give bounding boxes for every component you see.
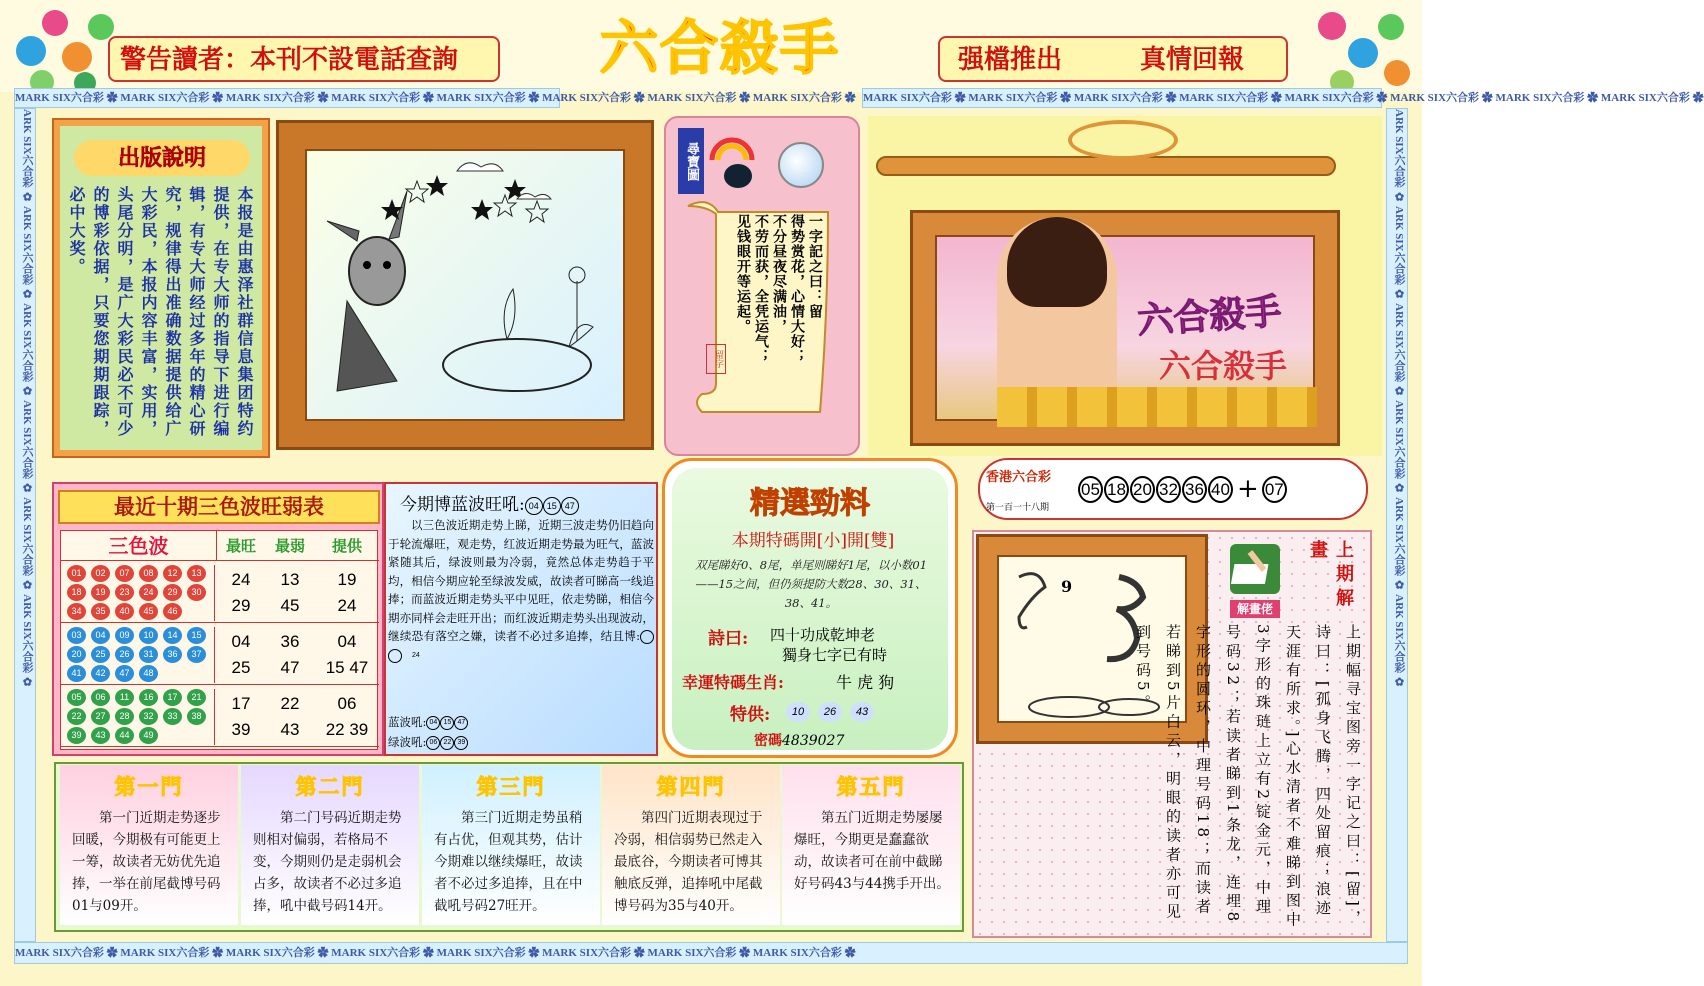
wave-value: 06	[337, 694, 357, 713]
blue-label: 蓝波吼:	[388, 715, 427, 729]
result-numbers	[1078, 476, 1358, 506]
balloon-icon	[1384, 60, 1410, 86]
number-ball: 43	[91, 727, 110, 744]
number-ball: 02	[91, 565, 110, 582]
right-band: ARK SIX六合彩 ✿ ARK SIX六合彩 ✿ ARK SIX六合彩 ✿ ARK SIX六合彩 ✿ ARK SIX六合彩 ✿ ARK SIX六合彩 ✿	[1386, 108, 1408, 942]
header-title: 六合殺手	[599, 14, 840, 82]
balloon-icon	[1378, 14, 1404, 40]
wave-value: 47	[280, 658, 300, 677]
gate-2	[241, 765, 419, 925]
balloon-icon	[88, 14, 114, 40]
number-ball: 14	[163, 627, 182, 644]
wave-min-values	[265, 691, 315, 745]
number-ball: 31	[139, 646, 158, 663]
col-provide: 提供	[315, 531, 379, 561]
balloon-icon	[62, 42, 92, 72]
puzzle-illustration	[307, 151, 627, 423]
gate-title: 第五門	[836, 774, 906, 799]
left-band: ARK SIX六合彩 ✿ ARK SIX六合彩 ✿ ARK SIX六合彩 ✿ ARK SIX六合彩 ✿ ARK SIX六合彩 ✿ ARK SIX六合彩 ✿	[14, 108, 36, 942]
number-ball: 45	[139, 603, 158, 620]
blue-wave-green-row	[388, 734, 648, 752]
explain-title: 上期解畫	[1307, 540, 1354, 612]
zodiac-label: 幸運特碼生肖:	[682, 673, 784, 692]
blue-wave-text: 以三色波近期走势上睇，近期三波走势仍旧趋向于轮流爆旺，观走势，红波近期走势最为旺气，蓝波紧随其后，绿波则最为冷弱，竟然总体走势趋于平均，相信今期应轮至绿波发威，故读者可睇高一线追捧；而蓝波近期走势头平中见旺，依走势睇，相信今期亦同样会走旺开出；而红波近期走势头出现波动，继续恐有落空之嫌，读者不必过多追捧，结且博:	[388, 518, 654, 643]
balloon-icon	[16, 36, 46, 66]
number-ball: 37	[187, 646, 206, 663]
hair	[1007, 217, 1107, 307]
header-slogan-1: 强檔推出	[958, 45, 1063, 75]
gold-ingots	[997, 387, 1317, 427]
code-value: 4839027	[782, 733, 845, 749]
treasure-poem: 一字記之曰：留 得势赏花，心情大好； 不分昼夜尽满油， 不劳而获，全凭运气； 见钱眼开等运起。	[735, 214, 823, 364]
number-ball: 47	[115, 665, 134, 682]
number-ball: 12	[163, 565, 182, 582]
number-ball: 03	[67, 627, 86, 644]
zodiac-values: 牛 虎 狗	[836, 673, 895, 692]
wave-provide-values	[315, 691, 379, 745]
poem-label: 詩曰:	[708, 629, 749, 649]
number-ball: 34	[67, 603, 86, 620]
circled-number: 47	[561, 497, 579, 515]
wave-value: 45	[280, 596, 300, 615]
result-logo: 香港六合彩	[986, 470, 1052, 485]
wave-max-values	[217, 567, 265, 621]
photo-frame	[910, 210, 1340, 446]
wave-value: 25	[231, 658, 251, 677]
number-ball: 09	[115, 627, 134, 644]
number-ball: 48	[139, 665, 158, 682]
wave-balls	[63, 627, 215, 683]
gate-body: 第五门近期走势屡屡爆旺，今期更是蠢蠢欲动，故读者可在前中截睇好号码43与44携手开出。	[794, 810, 950, 892]
publish-title: 出版說明	[74, 140, 250, 176]
number-ball: 36	[163, 646, 182, 663]
special-number: 43	[850, 702, 874, 722]
explain-book-icon	[1230, 544, 1280, 594]
number-ball: 13	[187, 565, 206, 582]
number-ball: 18	[67, 584, 86, 601]
wave-table-title: 最近十期三色波旺弱表	[58, 490, 380, 524]
header-slogan-2: 真情回報	[1140, 45, 1245, 75]
result-plus: +	[1237, 474, 1259, 504]
wave-value: 24	[231, 570, 251, 589]
top-band: MARK SIX六合彩 ✿ MARK SIX六合彩 ✿ MARK SIX六合彩 ✿ MARK SIX六合彩 ✿ MARK SIX六合彩 ✿ MARK SIX六合彩 ✿ MARK SIX六合彩 ✿ MARK SIX六合彩 ✿	[14, 88, 560, 108]
result-special: 07	[1262, 476, 1287, 503]
wave-row-red	[61, 561, 379, 623]
result-number: 32	[1156, 476, 1181, 503]
special-label: 特供:	[730, 705, 771, 725]
result-number: 05	[1078, 476, 1103, 503]
wave-value: 13	[280, 570, 300, 589]
photo-overlay-1: 六合殺手	[1136, 290, 1283, 343]
wave-provide-values	[315, 629, 379, 683]
wave-min-values	[265, 629, 315, 683]
number-ball: 04	[91, 627, 110, 644]
circled-number: 04	[525, 497, 543, 515]
picture-frame	[276, 120, 654, 450]
gate-title: 第一門	[114, 774, 184, 799]
crystal-ball-icon	[778, 142, 824, 188]
photo	[935, 235, 1315, 421]
wave-balls	[63, 689, 215, 745]
number-ball: 22	[67, 708, 86, 725]
number-ball: 32	[139, 708, 158, 725]
number-ball: 33	[163, 708, 182, 725]
circled-number: 15	[440, 716, 454, 730]
result-issue: 第一百一十八期	[986, 503, 1050, 513]
wave-row-green	[61, 685, 379, 747]
circled-number	[640, 630, 654, 644]
select-title: 精選勁料	[750, 486, 870, 521]
col-max: 最旺	[217, 531, 265, 561]
number-ball: 20	[67, 646, 86, 663]
number-ball: 10	[139, 627, 158, 644]
number-ball: 07	[115, 565, 134, 582]
wave-value: 15 47	[325, 658, 369, 677]
number-ball: 16	[139, 689, 158, 706]
wave-value: 43	[280, 720, 300, 739]
blue-wave-body	[388, 516, 654, 706]
gate-body: 第三门近期走势虽稍有占优，但观其势，估计今期难以继续爆旺，故读者不必过多追捧，且在中截吼号码27旺开。	[434, 810, 583, 914]
number-ball: 40	[115, 603, 134, 620]
number-ball: 44	[115, 727, 134, 744]
col-wave: 三色波	[61, 531, 217, 561]
number-ball: 30	[187, 584, 206, 601]
gate-body: 第一门近期走势逐步回暖，今期极有可能更上一筹，故读者无妨优先追捧，一举在前尾截博号码01与09开。	[72, 810, 221, 914]
circled-number: 06	[426, 736, 440, 750]
publish-body: 本报是由惠泽社群信息集团特约提供，在专大师的指导下进行编辑，有专大师经过多年的精心研究，规律得出准确数据提供给广大彩民，本报内容丰富，实用，头尾分明，是广大彩民必不可少的博彩依据，只要您期期跟踪，必中大奖。	[67, 186, 254, 438]
wave-value: 04	[231, 632, 251, 651]
col-min: 最弱	[265, 531, 315, 561]
green-label: 绿波吼:	[388, 735, 427, 749]
number-ball: 46	[163, 603, 182, 620]
number-ball: 25	[91, 646, 110, 663]
wave-value: 39	[231, 720, 251, 739]
number-ball: 27	[91, 708, 110, 725]
number-ball: 06	[91, 689, 110, 706]
special-number: 26	[818, 702, 842, 722]
number-ball: 19	[91, 584, 110, 601]
poem-line-1: 四十功成乾坤老	[770, 626, 876, 644]
select-tail: 双尾睇好0、8尾，单尾则睇好1尾，以小数01——15之间，但仍须提防大数28、30、31、38、41。	[694, 558, 928, 610]
circled-number: 47	[454, 716, 468, 730]
wave-table	[60, 530, 378, 750]
number-ball: 21	[187, 689, 206, 706]
number-ball: 08	[139, 565, 158, 582]
explain-pic-digit: 9	[1061, 577, 1073, 596]
green-numbers	[426, 735, 468, 749]
wave-max-values	[217, 691, 265, 745]
seal-stamp: 留字	[706, 344, 726, 374]
code-row	[754, 730, 894, 752]
balloon-icon	[1318, 12, 1346, 40]
wave-value: 04	[337, 632, 357, 651]
circled-number: 15	[543, 497, 561, 515]
wave-value: 22 39	[325, 720, 369, 739]
balloon-icon	[42, 10, 68, 36]
number-ball: 29	[163, 584, 182, 601]
number-ball: 39	[67, 727, 86, 744]
picture-canvas	[305, 149, 625, 421]
result-number: 40	[1208, 476, 1233, 503]
gate-title: 第四門	[656, 774, 726, 799]
number-ball: 42	[91, 665, 110, 682]
wave-provide-values	[315, 567, 379, 621]
circled-number: 04	[426, 716, 440, 730]
number-ball: 15	[187, 627, 206, 644]
gate-body: 第二门号码近期走势则相对偏弱，若格局不变，今期则仍是走弱机会占多，故读者不必过多追捧，吼中截号码14开。	[253, 810, 402, 914]
circled-number: 39	[454, 736, 468, 750]
blue-wave-title-numbers	[525, 495, 579, 515]
explain-tag: 解畫佬	[1230, 600, 1280, 618]
treasure-label: 尋寶圖	[678, 128, 704, 194]
wave-balls	[63, 565, 215, 621]
number-ball: 17	[163, 689, 182, 706]
blue-wave-blue-row	[388, 714, 648, 732]
gate-3	[422, 765, 600, 925]
result-number: 18	[1104, 476, 1129, 503]
number-ball: 26	[115, 646, 134, 663]
gate-4	[602, 765, 780, 925]
number-ball: 05	[67, 689, 86, 706]
header-warning: 警告讀者：本刊不設電話查詢	[120, 45, 459, 75]
special-number: 10	[786, 702, 810, 722]
number-ball: 11	[115, 689, 134, 706]
number-ball: 41	[67, 665, 86, 682]
photo-overlay-2: 六合殺手	[1159, 347, 1288, 385]
wave-value: 22	[280, 694, 300, 713]
sign-ornament	[1068, 120, 1178, 160]
blue-numbers	[426, 715, 468, 729]
top-band-right: MARK SIX六合彩 ✿ MARK SIX六合彩 ✿ MARK SIX六合彩 ✿ MARK SIX六合彩 ✿ MARK SIX六合彩 ✿ MARK SIX六合彩 ✿ MARK SIX六合彩 ✿ MARK SIX六合彩 ✿	[862, 88, 1382, 108]
blue-wave-title-row	[400, 490, 654, 514]
code-label: 密碼	[754, 733, 782, 749]
wave-value: 24	[337, 596, 357, 615]
blue-wave-title: 今期博蓝波旺吼:	[400, 495, 525, 515]
special-numbers	[786, 700, 896, 724]
number-ball: 35	[91, 603, 110, 620]
wave-value: 29	[231, 596, 251, 615]
wave-max-values	[217, 629, 265, 683]
balloon-icon	[1348, 38, 1378, 68]
number-ball: 38	[187, 708, 206, 725]
circled-number: 24	[388, 649, 402, 663]
number-ball: 49	[139, 727, 158, 744]
wave-row-blue	[61, 623, 379, 685]
bottom-band: MARK SIX六合彩 ✿ MARK SIX六合彩 ✿ MARK SIX六合彩 ✿ MARK SIX六合彩 ✿ MARK SIX六合彩 ✿ MARK SIX六合彩 ✿ MARK SIX六合彩 ✿ MARK SIX六合彩 ✿	[14, 942, 1408, 964]
rainbow-pot-icon	[708, 130, 756, 190]
gate-title: 第三門	[476, 774, 546, 799]
result-number: 20	[1130, 476, 1155, 503]
gate-5	[782, 765, 960, 925]
gate-1	[60, 765, 238, 925]
circled-number: 22	[440, 736, 454, 750]
wave-value: 36	[280, 632, 300, 651]
number-ball: 28	[115, 708, 134, 725]
explain-body: 上期幅寻宝图旁一字记之曰：[留]，诗曰：[孤身飞腾，四处留痕；浪迹天涯有所求。]心水清者不难睇到图中3字形的珠琏上立有2锭金元，中理号码32；若读者睇到1条龙，连埋8字形的圆环，中理号码18；而读者若睇到5片白云，明眼的读者亦可见到号码5。	[1134, 624, 1362, 931]
result-number: 36	[1182, 476, 1207, 503]
number-ball: 24	[139, 584, 158, 601]
number-ball: 23	[115, 584, 134, 601]
gate-title: 第二門	[295, 774, 365, 799]
wave-min-values	[265, 567, 315, 621]
number-ball: 01	[67, 565, 86, 582]
wave-value: 17	[231, 694, 251, 713]
select-special-line: 本期特碼開[小]開[雙]	[731, 531, 895, 551]
poem-line-2: 獨身七字已有時	[782, 646, 888, 664]
wave-value: 19	[337, 570, 357, 589]
gate-body: 第四门近期表现过于冷弱，相信弱势已然走入最底谷，今期读者可博其触底反弹，追捧吼中尾截博号码为35与40开。	[614, 810, 763, 914]
